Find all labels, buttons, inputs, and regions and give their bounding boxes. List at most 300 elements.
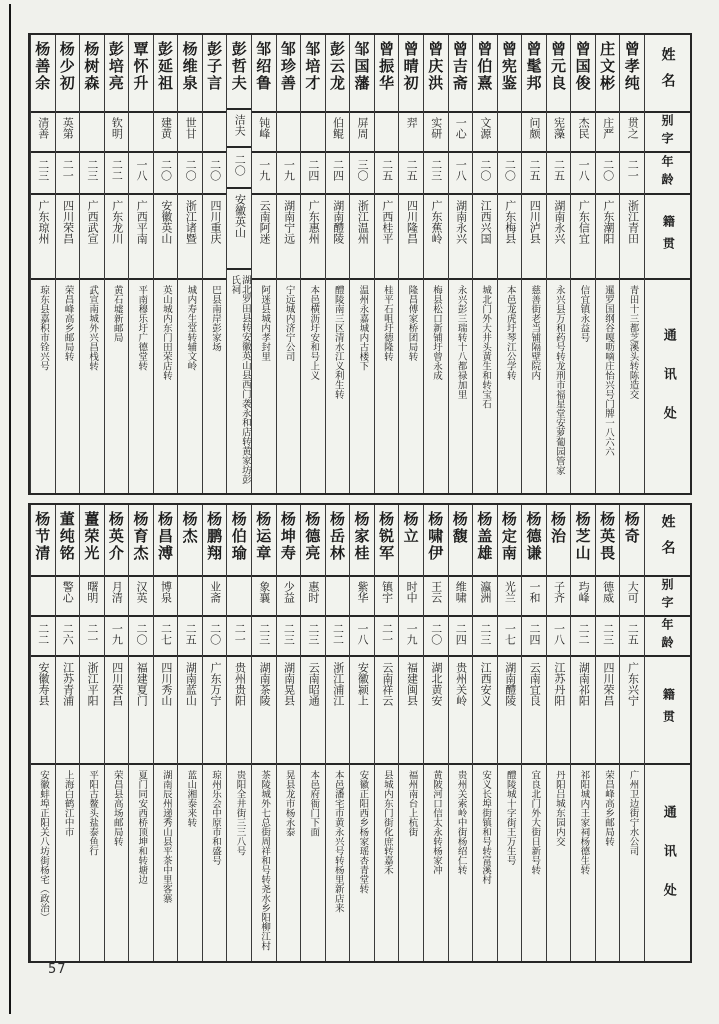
person-name: 杨英介 <box>105 505 129 577</box>
header-name-label: 姓名 <box>645 505 690 577</box>
person-column <box>448 35 473 493</box>
person-name: 邹珍善 <box>277 35 301 113</box>
person-native-place: 湖南蓝山 <box>178 657 202 765</box>
person-column <box>398 35 423 493</box>
person-name: 杨伯瑜 <box>227 505 251 577</box>
person-native-place: 浙江青田 <box>620 195 644 280</box>
person-courtesy-name: 月清 <box>105 577 129 617</box>
person-column <box>30 35 55 493</box>
person-address: 贵阳全井街三三八号 <box>234 770 246 856</box>
person-column <box>153 505 178 961</box>
person-courtesy-name: 王云 <box>424 577 448 617</box>
person-age: 二三 <box>473 617 497 657</box>
person-column <box>595 505 620 961</box>
person-courtesy-name <box>178 577 202 617</box>
person-column <box>325 505 350 961</box>
person-native-place: 广西桂平 <box>375 195 399 280</box>
person-native-place: 福建夏门 <box>129 657 153 765</box>
person-age: 二〇 <box>203 153 227 195</box>
person-address: 信宜镇永益号 <box>578 285 590 342</box>
person-column <box>79 35 104 493</box>
person-age: 二二 <box>326 617 350 657</box>
person-column <box>423 505 448 961</box>
person-native-place: 贵州贵阳 <box>227 657 251 765</box>
person-name: 曾伯熹 <box>473 35 497 113</box>
person-native-place: 广东惠州 <box>301 195 325 280</box>
person-address: 永兴彭三瑞转十八都禄加里 <box>455 285 467 399</box>
person-native-place: 湖南宁远 <box>277 195 301 280</box>
person-age: 二〇 <box>154 153 178 195</box>
person-name: 彭延祖 <box>154 35 178 113</box>
person-courtesy-name: 业斋 <box>203 577 227 617</box>
person-age: 二〇 <box>473 153 497 195</box>
person-native-place: 广东琼州 <box>31 195 55 280</box>
person-column <box>619 505 644 961</box>
person-age: 一八 <box>547 617 571 657</box>
person-name: 邹国藩 <box>350 35 374 113</box>
person-age: 一八 <box>449 153 473 195</box>
person-column <box>300 35 325 493</box>
person-name: 杨英畏 <box>596 505 620 577</box>
person-native-place: 四川荣昌 <box>596 657 620 765</box>
person-name: 杨锐军 <box>375 505 399 577</box>
person-name: 曾元良 <box>547 35 571 113</box>
person-native-place: 广东兴宁 <box>620 657 644 765</box>
person-courtesy-name: 英第 <box>56 113 80 153</box>
person-courtesy-name: 时中 <box>399 577 423 617</box>
person-native-place: 四川重庆 <box>203 195 227 280</box>
person-column <box>595 35 620 493</box>
person-name: 董纯铭 <box>56 505 80 577</box>
person-age: 二一 <box>80 617 104 657</box>
person-address: 宜良北门外大街日新号转 <box>529 770 541 875</box>
person-column <box>79 505 104 961</box>
person-address: 本邑龙虎圩琴江公学转 <box>504 285 516 380</box>
person-name: 杨节清 <box>31 505 55 577</box>
person-age: 三〇 <box>350 153 374 195</box>
person-native-place: 湖南醴陵 <box>326 195 350 280</box>
person-column <box>497 35 522 493</box>
person-name: 杨奇 <box>620 505 644 577</box>
person-name: 杨德亮 <box>301 505 325 577</box>
person-name: 杨树森 <box>80 35 104 113</box>
person-age: 一九 <box>105 617 129 657</box>
person-age: 一八 <box>129 153 153 195</box>
person-age: 二一 <box>620 153 644 195</box>
person-name: 杨少初 <box>56 35 80 113</box>
person-column <box>472 505 497 961</box>
header-zi-label: 别字 <box>645 577 690 617</box>
person-age: 二〇 <box>129 617 153 657</box>
person-courtesy-name <box>301 113 325 153</box>
person-courtesy-name: 杰民 <box>571 113 595 153</box>
person-age: 二五 <box>399 153 423 195</box>
person-courtesy-name <box>80 113 104 153</box>
person-courtesy-name <box>227 577 251 617</box>
person-address: 平阳古鳌头盐泰鱼行 <box>87 770 99 856</box>
person-column <box>374 35 399 493</box>
person-age: 二五 <box>375 153 399 195</box>
person-courtesy-name <box>129 113 153 153</box>
person-age: 二三 <box>277 617 301 657</box>
person-age: 二〇 <box>596 153 620 195</box>
person-address: 县城内东门街化庶转嘉禾 <box>381 770 393 875</box>
person-courtesy-name <box>277 113 301 153</box>
person-age: 一八 <box>571 153 595 195</box>
person-age: 二三 <box>252 617 276 657</box>
person-name: 杨运章 <box>252 505 276 577</box>
person-courtesy-name: 象襄 <box>252 577 276 617</box>
person-native-place: 四川泸县 <box>522 195 546 280</box>
person-age: 二五 <box>620 617 644 657</box>
person-age: 一七 <box>498 617 522 657</box>
person-courtesy-name: 实研 <box>424 113 448 153</box>
person-courtesy-name <box>375 113 399 153</box>
person-address: 蓝山湘泰来转 <box>185 770 197 827</box>
person-native-place: 湖南晃县 <box>277 657 301 765</box>
person-column <box>521 505 546 961</box>
person-column <box>202 505 227 961</box>
person-native-place: 云南宜良 <box>522 657 546 765</box>
person-address: 永兴县万和药号转龙刑市福星堂安萝葡园管家 <box>553 285 565 475</box>
person-name: 杨治 <box>547 505 571 577</box>
person-column <box>30 505 55 961</box>
person-column <box>276 35 301 493</box>
person-column <box>177 35 202 493</box>
person-age: 二三 <box>80 153 104 195</box>
person-name: 杨岳林 <box>326 505 350 577</box>
header-address-label: 通讯处 <box>660 804 676 922</box>
person-address: 荣昌峰高乡邮局转 <box>602 770 614 846</box>
person-native-place: 安徽英山 <box>227 189 251 270</box>
person-address: 湖北罗田县转安徽英山县西门袭永和店转黄家坊彭氏祠 <box>229 275 251 485</box>
person-age: 二六 <box>56 617 80 657</box>
person-address: 宁远城内济宁公司 <box>283 285 295 361</box>
person-address: 慈善街老当铺隔壁院内 <box>529 285 541 380</box>
person-address: 贵州关索岭中街杨绍仁转 <box>455 770 467 875</box>
person-column <box>325 35 350 493</box>
person-native-place: 云南阿迷 <box>252 195 276 280</box>
person-address: 桂平石咀圩德隆转 <box>381 285 393 361</box>
person-age: 二三 <box>301 617 325 657</box>
person-column <box>104 505 129 961</box>
person-address: 城内寿生堂转辅文岭 <box>185 285 197 371</box>
person-native-place: 湖南茶陵 <box>252 657 276 765</box>
person-age: 二四 <box>522 617 546 657</box>
person-name: 曾国俊 <box>571 35 595 113</box>
person-name: 杨馥 <box>449 505 473 577</box>
person-courtesy-name: 清善 <box>31 113 55 153</box>
person-courtesy-name: 惠时 <box>301 577 325 617</box>
person-name: 杨坤寿 <box>277 505 301 577</box>
person-native-place: 广东梅县 <box>498 195 522 280</box>
person-age: 二〇 <box>203 617 227 657</box>
person-age: 二四 <box>449 617 473 657</box>
person-name: 彭云龙 <box>326 35 350 113</box>
person-column <box>226 505 251 961</box>
person-column <box>55 505 80 961</box>
person-name: 杨家桂 <box>350 505 374 577</box>
person-age: 二二 <box>571 617 595 657</box>
person-address: 本邑府衙门下面 <box>308 770 320 837</box>
person-address: 巴县南岸彭家场 <box>209 285 221 352</box>
person-address: 醴陵城十字街王万生号 <box>504 770 516 865</box>
person-age: 二〇 <box>178 153 202 195</box>
person-age: 二四 <box>326 153 350 195</box>
person-address: 茶陵城外七总街周祥和号转尧水乡阳柳江村 <box>259 770 271 951</box>
person-native-place: 江苏丹阳 <box>547 657 571 765</box>
person-address: 祁阳城内王家祠杨德生转 <box>578 770 590 875</box>
person-column <box>104 35 129 493</box>
person-name: 杨育杰 <box>129 505 153 577</box>
person-native-place: 广西武宣 <box>80 195 104 280</box>
person-column <box>472 35 497 493</box>
person-age: 二五 <box>178 617 202 657</box>
person-name: 彭子言 <box>203 35 227 113</box>
person-column <box>570 35 595 493</box>
person-age: 二二 <box>31 617 55 657</box>
person-name: 邹培才 <box>301 35 325 113</box>
header-native-label: 籍贯 <box>645 657 690 765</box>
person-age: 二五 <box>522 153 546 195</box>
person-age: 二〇 <box>498 153 522 195</box>
person-address: 黄石墟新邮局 <box>111 285 123 342</box>
person-native-place: 四川荣昌 <box>56 195 80 280</box>
person-name: 杨盖雄 <box>473 505 497 577</box>
person-address: 琼东县嘉积市铨兴号 <box>38 285 50 371</box>
person-native-place: 江西安义 <box>473 657 497 765</box>
person-native-place: 广东龙川 <box>105 195 129 280</box>
person-courtesy-name: 大可 <box>620 577 644 617</box>
person-address: 安徽蚌埠正阳关八坊街杨宅（政治） <box>38 770 50 922</box>
page-number: 57 <box>48 962 67 977</box>
person-address: 安义长埠街镇和号转富溪村 <box>480 770 492 884</box>
person-native-place: 福建闽县 <box>399 657 423 765</box>
person-name: 杨立 <box>399 505 423 577</box>
person-native-place: 湖北黄安 <box>424 657 448 765</box>
person-address: 英山城内东门田荣店转 <box>160 285 172 380</box>
person-age: 一九 <box>399 617 423 657</box>
person-native-place: 广东潮阳 <box>596 195 620 280</box>
person-age: 一九 <box>277 153 301 195</box>
person-column <box>423 35 448 493</box>
person-age: 二一 <box>227 617 251 657</box>
person-address: 青田十三都芝溪头转陈造交 <box>627 285 639 399</box>
person-address: 梅县松口新铺圩曾永成 <box>431 285 443 380</box>
header-column <box>644 35 690 493</box>
person-name: 曾晴初 <box>399 35 423 113</box>
person-courtesy-name: 钝峰 <box>252 113 276 153</box>
directory-table-bottom <box>28 503 692 963</box>
person-address: 温州永嘉城内古楼下 <box>357 285 369 371</box>
person-native-place: 广东万宁 <box>203 657 227 765</box>
person-address: 荣昌峰高乡邮局转 <box>62 285 74 361</box>
person-column <box>497 505 522 961</box>
header-name-label: 姓名 <box>645 35 690 113</box>
person-native-place: 四川荣昌 <box>105 657 129 765</box>
person-column <box>546 505 571 961</box>
person-address: 本邑潘宅市黄永兴号转杨里新店来 <box>332 770 344 913</box>
person-address: 平南穆乐圩广德堂转 <box>136 285 148 371</box>
person-courtesy-name: 洁夫 <box>227 110 251 148</box>
person-column <box>128 505 153 961</box>
person-native-place: 广东信宜 <box>571 195 595 280</box>
person-name: 曾髦邦 <box>522 35 546 113</box>
person-native-place: 湖南祁阳 <box>571 657 595 765</box>
person-age: 二一 <box>375 617 399 657</box>
person-column <box>153 35 178 493</box>
person-courtesy-name: 紫华 <box>350 577 374 617</box>
person-address: 福州南台上杭街 <box>406 770 418 837</box>
person-courtesy-name: 德威 <box>596 577 620 617</box>
directory-table-top <box>28 33 692 495</box>
person-courtesy-name: 问颇 <box>522 113 546 153</box>
person-address: 黄陂河口信太永转杨家冲 <box>431 770 443 875</box>
person-native-place: 云南祥云 <box>375 657 399 765</box>
person-native-place: 广东蕉岭 <box>424 195 448 280</box>
person-name: 曾宪鉴 <box>498 35 522 113</box>
person-name: 彭哲夫 <box>227 35 251 110</box>
person-column <box>226 35 251 493</box>
person-native-place: 湖南永兴 <box>547 195 571 280</box>
header-address-label: 通讯处 <box>660 328 676 445</box>
person-courtesy-name: 世甘 <box>178 113 202 153</box>
header-age-label: 年龄 <box>645 153 690 195</box>
person-age: 二七 <box>154 617 178 657</box>
person-age: 一九 <box>252 153 276 195</box>
person-native-place: 四川隆昌 <box>399 195 423 280</box>
person-courtesy-name: 一心 <box>449 113 473 153</box>
person-address: 醴陵南三区清水江义利生转 <box>332 285 344 399</box>
person-courtesy-name: 玙峰 <box>571 577 595 617</box>
person-courtesy-name: 镇宇 <box>375 577 399 617</box>
person-address: 夏门同安西桥顶坤和转塘边 <box>136 770 148 884</box>
person-age: 二三 <box>596 617 620 657</box>
person-address: 湖南辰州递秀山县平茶中里客寨 <box>160 770 172 903</box>
scan-edge-line <box>9 4 11 1014</box>
person-name: 曾吉斋 <box>449 35 473 113</box>
header-column <box>644 505 690 961</box>
person-native-place: 安徽英山 <box>154 195 178 280</box>
person-age: 二四 <box>301 153 325 195</box>
person-name: 杨定南 <box>498 505 522 577</box>
person-address: 阿迷县城内孝封里 <box>259 285 271 361</box>
person-age: 二五 <box>547 153 571 195</box>
person-address: 武宣南城外兴昌栈转 <box>87 285 99 371</box>
person-age: 二二 <box>105 153 129 195</box>
person-column <box>448 505 473 961</box>
header-native-label: 籍贯 <box>645 195 690 280</box>
person-courtesy-name: 博泉 <box>154 577 178 617</box>
person-native-place: 浙江浦江 <box>326 657 350 765</box>
person-courtesy-name: 宪藻 <box>547 113 571 153</box>
person-courtesy-name: 曙明 <box>80 577 104 617</box>
person-name: 杨德谦 <box>522 505 546 577</box>
person-courtesy-name: 羿 <box>399 113 423 153</box>
person-name: 覃怀升 <box>129 35 153 113</box>
person-name: 曾孝纯 <box>620 35 644 113</box>
person-courtesy-name: 少益 <box>277 577 301 617</box>
person-courtesy-name: 维啸 <box>449 577 473 617</box>
person-native-place: 浙江温州 <box>350 195 374 280</box>
person-native-place: 江西兴国 <box>473 195 497 280</box>
person-courtesy-name: 子齐 <box>547 577 571 617</box>
person-address: 城北门外大井头黄生和转宝石 <box>480 285 492 409</box>
person-address: 荣昌县高场邮局转 <box>111 770 123 846</box>
person-name: 庄文彬 <box>596 35 620 113</box>
person-age: 二三 <box>424 153 448 195</box>
person-column <box>349 35 374 493</box>
person-column <box>177 505 202 961</box>
person-name: 曾庆洪 <box>424 35 448 113</box>
person-age: 二一 <box>56 153 80 195</box>
person-column <box>521 35 546 493</box>
person-name: 杨维泉 <box>178 35 202 113</box>
person-courtesy-name: 光兰 <box>498 577 522 617</box>
person-column <box>55 35 80 493</box>
person-native-place: 浙江诸暨 <box>178 195 202 280</box>
person-name: 曾振华 <box>375 35 399 113</box>
person-name: 邹绍鲁 <box>252 35 276 113</box>
person-name: 杨昌溥 <box>154 505 178 577</box>
person-column <box>251 505 276 961</box>
person-column <box>202 35 227 493</box>
person-native-place: 安徽颍上 <box>350 657 374 765</box>
person-column <box>374 505 399 961</box>
header-age-label: 年龄 <box>645 617 690 657</box>
person-column <box>276 505 301 961</box>
person-age: 二三 <box>31 153 55 195</box>
person-native-place: 江苏青浦 <box>56 657 80 765</box>
person-name: 杨杰 <box>178 505 202 577</box>
person-column <box>398 505 423 961</box>
person-address: 本邑横沥圩安和号上义 <box>308 285 320 380</box>
person-courtesy-name <box>498 113 522 153</box>
person-courtesy-name: 伯鲲 <box>326 113 350 153</box>
person-name: 杨芝山 <box>571 505 595 577</box>
header-zi-label: 别字 <box>645 113 690 153</box>
person-courtesy-name: 警心 <box>56 577 80 617</box>
person-column <box>349 505 374 961</box>
person-address: 暹罗国纲谷嘎呖嘀庄怡兴号门牌一八六六 <box>602 285 614 456</box>
person-address: 晃县龙市杨永泰 <box>283 770 295 837</box>
person-courtesy-name: 屏周 <box>350 113 374 153</box>
person-courtesy-name: 庄严 <box>596 113 620 153</box>
person-courtesy-name <box>326 577 350 617</box>
person-courtesy-name: 瀛洲 <box>473 577 497 617</box>
person-address: 丹阳吕城东园内交 <box>553 770 565 846</box>
person-native-place: 云南昭通 <box>301 657 325 765</box>
person-native-place: 湖南永兴 <box>449 195 473 280</box>
person-column <box>300 505 325 961</box>
person-address: 上海白鹤江中市 <box>62 770 74 837</box>
person-courtesy-name: 一和 <box>522 577 546 617</box>
person-courtesy-name: 建黄 <box>154 113 178 153</box>
person-name: 杨善余 <box>31 35 55 113</box>
person-native-place: 四川秀山 <box>154 657 178 765</box>
person-courtesy-name: 贯之 <box>620 113 644 153</box>
person-age: 一八 <box>350 617 374 657</box>
person-courtesy-name: 汉英 <box>129 577 153 617</box>
person-age: 二〇 <box>227 148 251 188</box>
person-courtesy-name: 文源 <box>473 113 497 153</box>
person-native-place: 安徽寿县 <box>31 657 55 765</box>
person-native-place: 浙江平阳 <box>80 657 104 765</box>
person-column <box>619 35 644 493</box>
person-name: 杨啸伊 <box>424 505 448 577</box>
person-name: 薑荣光 <box>80 505 104 577</box>
person-column <box>128 35 153 493</box>
